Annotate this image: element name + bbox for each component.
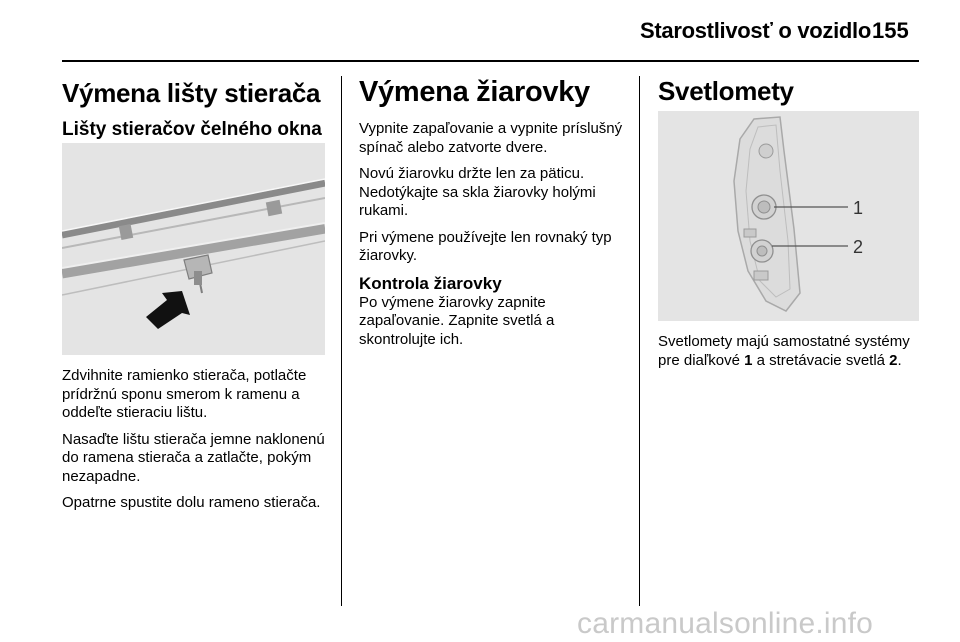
paragraph: Zdvihnite ramienko stierača, potlačte prídržnú sponu smerom k ramenu a oddeľte stieraciu lištu. (62, 367, 307, 421)
headlight-illustration (658, 111, 919, 321)
header-rule (62, 60, 919, 62)
column-divider (341, 76, 342, 606)
left-column (62, 78, 330, 141)
headlight-drawing (658, 111, 919, 321)
column-divider (639, 76, 640, 606)
page-number: 155 (872, 18, 909, 43)
callout-label-2: 2 (853, 237, 864, 257)
header-title: Starostlivosť o vozidlo (640, 18, 872, 43)
paragraph: Po výmene žiarovky zapnite zapaľovanie. Zapnite svetlá a skontrolujte ich. (359, 293, 555, 348)
text-part: a stretávacie svetlá (752, 351, 890, 369)
left-text (62, 367, 330, 521)
paragraph: Novú žiarovku držte len za päticu. Nedotýkajte sa skla žiarovky holými rukami. (359, 165, 596, 219)
section-title-wiper: Výmena lišty stierača (62, 78, 321, 108)
text-part: Svetlomety majú samostatné systémy pre diaľkové (658, 333, 910, 369)
wiper-blade-drawing (62, 143, 325, 355)
paragraph: Vypnite zapaľovanie a vypnite príslušný spínač alebo zatvorte dvere. (359, 120, 623, 156)
right-column (658, 76, 920, 106)
bold-ref-1: 1 (744, 351, 753, 369)
section-title-headlights: Svetlomety (658, 76, 794, 106)
subsection-title-bulb-check: Kontrola žiarovky (359, 273, 502, 293)
subtitle-wiper-blades: Lišty stieračov čelného okna (62, 119, 322, 140)
section-title-bulbs: Výmena žiarovky (359, 76, 590, 108)
bold-ref-2: 2 (889, 351, 898, 369)
right-text (658, 333, 920, 378)
callout-label-1: 1 (853, 198, 864, 218)
paragraph: Pri výmene používejte len rovnaký typ žiarovky. (359, 228, 612, 264)
wiper-blade-illustration (62, 143, 325, 355)
watermark: carmanualsonline.info (577, 607, 874, 640)
paragraph: Opatrne spustite dolu rameno stierača. (62, 494, 321, 511)
middle-column (359, 76, 627, 357)
text-part: . (897, 351, 902, 369)
paragraph-headlights (658, 333, 920, 370)
paragraph: Nasaďte lištu stierača jemne naklonenú do ramena stierača a zatlačte, pokým nezapadne. (62, 430, 325, 485)
